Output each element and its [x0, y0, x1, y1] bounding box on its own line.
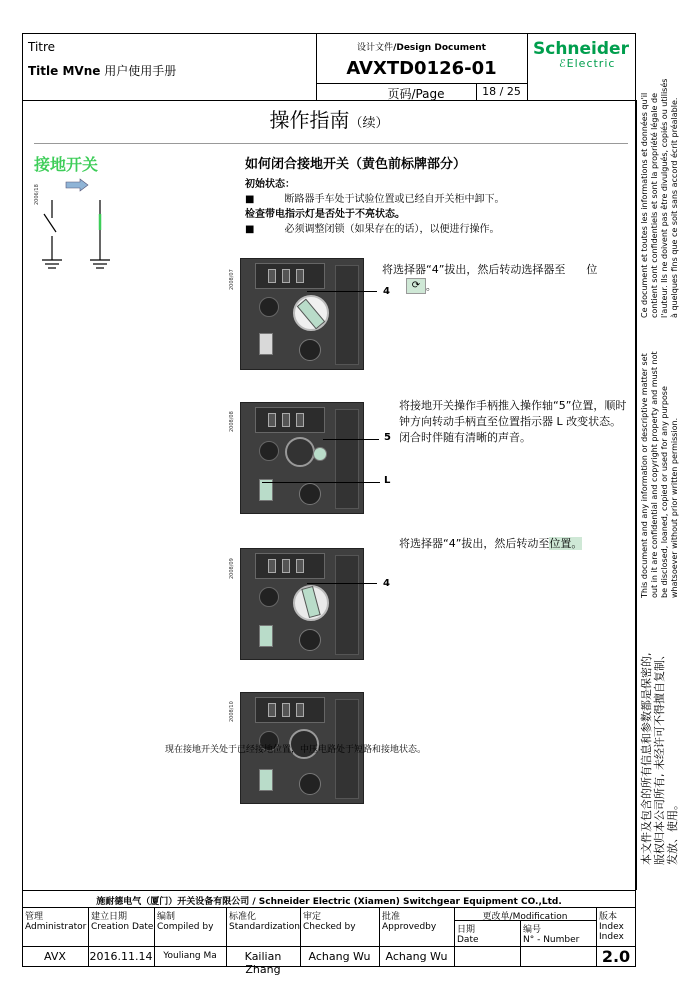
step2-label-5: 5 — [384, 432, 391, 443]
panel-top — [255, 697, 325, 723]
h-appr-cn: 批准 — [382, 912, 401, 922]
operating-shaft — [299, 339, 321, 361]
v-index: 2.0 — [601, 947, 631, 966]
panel-figure-3 — [240, 548, 364, 660]
panel-figure-2 — [240, 402, 364, 514]
h-modnum-cn: 编号 — [523, 925, 542, 935]
operating-shaft — [299, 629, 321, 651]
h-modnum — [523, 922, 579, 945]
footer-sep2 — [22, 946, 636, 947]
rotate-icon: ⟳ — [406, 278, 426, 294]
side-cn-line: 发放、使用。 — [666, 799, 679, 865]
step3-label: 4 — [383, 578, 390, 589]
v-comp: Youliang Ma — [163, 951, 217, 961]
side-en-line: out in it are confidential and copyright property and must not — [650, 351, 659, 598]
bullet-1-text: 断路器手车处于试验位置或已经自开关柜中卸下。 — [284, 194, 505, 205]
v-appr: Achang Wu — [385, 950, 448, 963]
h-index-en2: Index — [599, 932, 624, 942]
header-divider-2 — [527, 33, 528, 100]
h-modnum-en: N° - Number — [523, 935, 580, 945]
h-moddate-en: Date — [457, 935, 479, 945]
h-chk — [303, 909, 356, 932]
leader-l — [262, 482, 380, 483]
footer-top — [22, 890, 636, 891]
leader-5 — [323, 439, 379, 440]
h-admin-en: Administrator — [25, 922, 87, 932]
operating-shaft — [299, 483, 321, 505]
title-row — [28, 62, 176, 79]
selector-knob — [285, 437, 315, 467]
bullet-1 — [245, 190, 504, 205]
schneider-logo — [533, 40, 633, 70]
side-fr-line: à quelques fins que ce soit sans accord écrit préalable. — [670, 97, 679, 318]
h-mod: 更改单/Modification — [482, 912, 568, 922]
panel-top — [255, 407, 325, 433]
logo-sub-text: Electric — [566, 57, 616, 70]
step1-tail: 位 — [586, 263, 598, 276]
fig3-id: 2008/09 — [229, 558, 235, 579]
page-title-suffix: （续） — [349, 116, 389, 131]
title-rule — [34, 143, 628, 144]
side-en-line: be disclosed, loaned, copied or used for any purpose — [660, 386, 669, 598]
side-cn-line: 版权归本公司所有, 未经许可不得擅自复制、 — [653, 649, 666, 865]
h-chk-en: Checked by — [303, 922, 356, 932]
panel-top — [255, 263, 325, 289]
v-chk: Achang Wu — [308, 950, 371, 963]
title-label: Title MVne — [28, 64, 101, 78]
h-admin-cn: 管理 — [25, 912, 44, 922]
h-std-en: Standardization — [229, 922, 300, 932]
h-std — [229, 909, 300, 932]
h-std-cn: 标准化 — [229, 912, 257, 922]
page-value: 18 / 25 — [482, 85, 521, 98]
bullet-icon: ■ — [245, 194, 255, 205]
position-indicator — [259, 769, 273, 791]
check-label: 检查带电指示灯是否处于不亮状态。 — [245, 209, 405, 220]
h-comp-cn: 编制 — [157, 912, 176, 922]
title-value: 用户使用手册 — [104, 64, 177, 78]
h-date-cn: 建立日期 — [91, 912, 128, 922]
step2-text: 将接地开关操作手柄推入操作轴“5”位置，顺时钟方向转动手柄直至位置指示器 L 改变状态。闭合时伴随有清晰的声音。 — [399, 399, 627, 444]
position-indicator — [259, 625, 273, 647]
h-admin — [25, 909, 86, 932]
h-appr — [382, 909, 436, 932]
panel-right-column — [335, 265, 359, 365]
h-comp-en: Compiled by — [157, 922, 214, 932]
side-note-cn — [640, 649, 679, 865]
fig2-id: 2008/08 — [229, 411, 235, 432]
v-admin: AVX — [44, 950, 66, 963]
step3-text-row — [399, 535, 582, 551]
design-doc-cn: 设计文件 — [357, 43, 394, 53]
panel-top — [255, 553, 325, 579]
bullet-2 — [245, 220, 499, 235]
earthing-switch-diagram — [36, 178, 116, 278]
initial-state-label: 初始状态： — [245, 179, 295, 190]
design-doc-label — [316, 40, 527, 53]
design-doc-en: /Design Document — [393, 43, 486, 53]
side-note-fr — [640, 79, 680, 318]
footer-sep — [22, 907, 636, 908]
side-en-line: This document and any information or descriptive matter set — [640, 353, 649, 598]
page-title: 操作指南 — [269, 108, 350, 132]
step1-bracket: 。 — [426, 282, 436, 293]
section-title: 如何闭合接地开关（黄色前标牌部分） — [245, 157, 467, 172]
v-date: 2016.11.14 — [89, 950, 153, 963]
step3-text: 将选择器“4”拔出，然后转动至 — [399, 537, 550, 550]
side-en-line: whatsoever without prior written permission. — [670, 417, 679, 598]
fig4-id: 2008/10 — [229, 701, 235, 722]
step1-text-row — [382, 261, 597, 277]
step1-text: 将选择器“4”拔出，然后转动选择器至 — [382, 263, 566, 276]
bullet-icon: ■ — [245, 224, 255, 235]
step2-label-l: L — [384, 475, 391, 486]
h-chk-cn: 审定 — [303, 912, 322, 922]
logo-sub — [533, 58, 633, 70]
step4-text: 现在接地开关处于已经接地位置，中压电路处于短路和接地状态。 — [165, 745, 427, 755]
h-date — [91, 909, 153, 932]
titre-label: Titre — [28, 40, 56, 54]
panel-right-column — [335, 555, 359, 655]
header-bottom — [22, 100, 636, 101]
page-label: 页码/Page — [387, 87, 445, 101]
panel-figure-1 — [240, 258, 364, 370]
side-note-en — [640, 351, 680, 598]
bullet-2-text: 必须调整闭锁（如果存在的话），以便进行操作。 — [284, 224, 500, 235]
h-appr-en: Approvedby — [382, 922, 437, 932]
side-cn-line: 本文件及包含的所有信息和参数都是保密的, — [640, 652, 653, 865]
h-date-en: Creation Date — [91, 922, 154, 932]
logo-text: Schneider — [533, 39, 629, 59]
h-moddate — [457, 922, 479, 945]
h-index-cn: 版本 — [599, 912, 618, 922]
h-index — [599, 909, 624, 942]
footer-company: 施耐德电气（厦门）开关设备有限公司 / Schneider Electric (Xiamen) Switchgear Equipment CO.,Ltd. — [96, 897, 562, 907]
fig1-id: 2008/07 — [229, 269, 235, 290]
side-fr-line: contient sont confidentiels et sont la propriété légale de — [650, 93, 659, 318]
doc-number: AVXTD0126-01 — [346, 58, 497, 79]
step3-highlight: 位置。 — [549, 537, 583, 550]
side-border — [636, 100, 637, 890]
position-indicator — [259, 333, 273, 355]
operating-shaft — [299, 773, 321, 795]
h-index-en1: Index — [599, 922, 624, 932]
logo-leaf-icon: ℰ — [559, 57, 567, 70]
left-heading: 接地开关 — [34, 155, 99, 174]
side-fr-line: l'auteur. Ils ne doivent pas être divulgués, copiés ou utilisés — [660, 78, 669, 318]
diagram-id: 2006/18 — [34, 184, 40, 205]
h-moddate-cn: 日期 — [457, 925, 476, 935]
arrow-icon — [66, 179, 88, 191]
leader-4a — [307, 291, 377, 292]
side-fr-line: Ce document et toutes les informations et données qu'il — [640, 92, 649, 318]
h-comp — [157, 909, 213, 932]
v-std: Kailian Zhang — [244, 950, 282, 976]
step1-label: 4 — [383, 286, 390, 297]
header-sep — [316, 83, 527, 84]
panel-right-column — [335, 409, 359, 509]
page-title-row — [22, 104, 636, 133]
shaft-5 — [313, 447, 327, 461]
leader-4b — [307, 583, 377, 584]
